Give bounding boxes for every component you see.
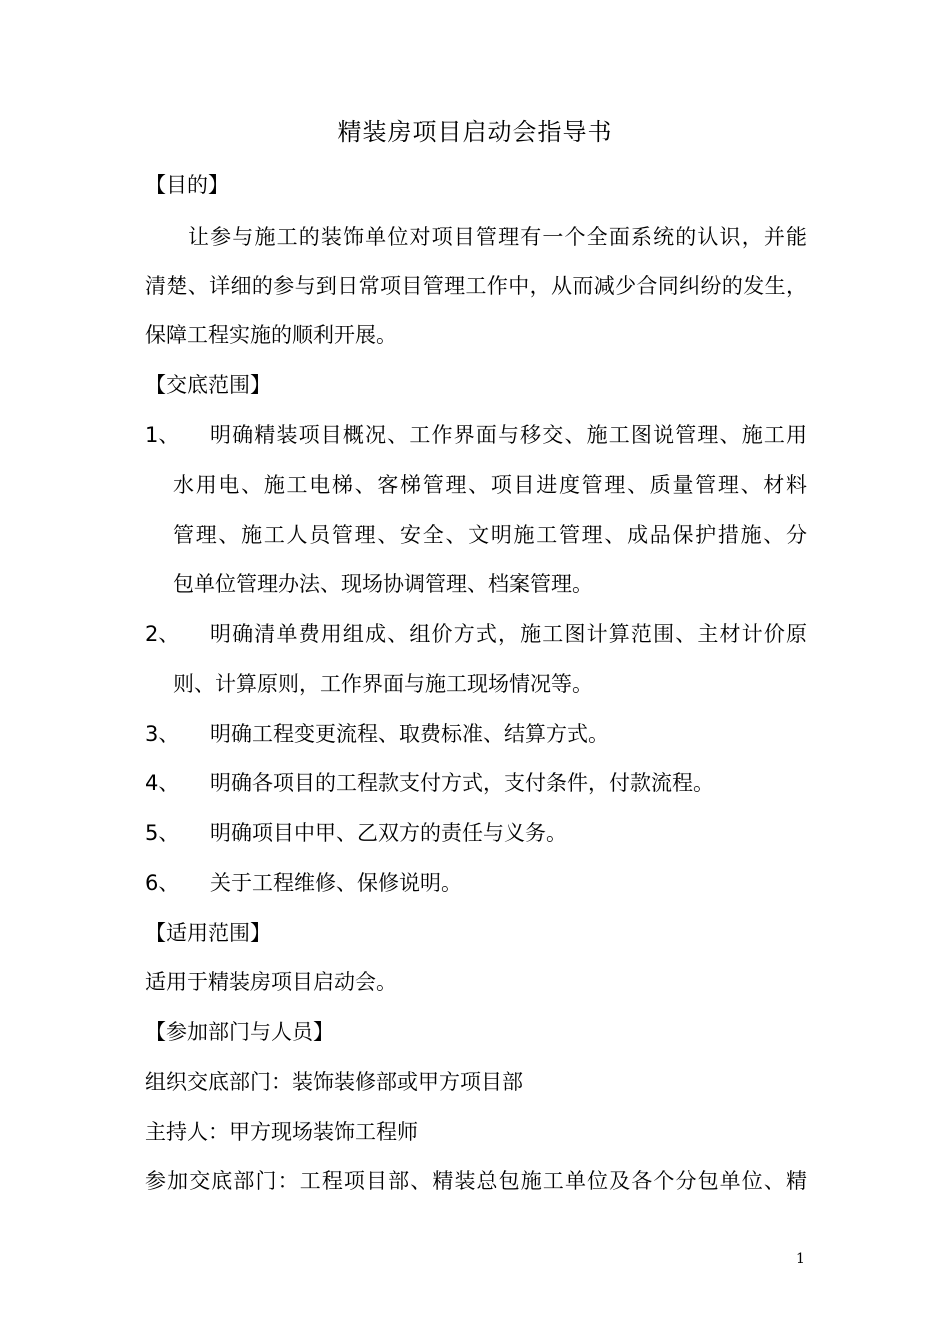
scope-item-text: 则、计算原则，工作界面与施工现场情况等。 (173, 672, 593, 696)
participants-line: 参加交底部门：工程项目部、精装总包施工单位及各个分包单位、精 (145, 1169, 807, 1193)
scope-item-text: 水用电、施工电梯、客梯管理、项目进度管理、质量管理、材料 (173, 473, 807, 497)
scope-item-text: 包单位管理办法、现场协调管理、档案管理。 (173, 572, 593, 596)
scope-item-number: 2、 (145, 622, 180, 646)
purpose-line-3: 保障工程实施的顺利开展。 (145, 323, 397, 347)
document-title: 精装房项目启动会指导书 (337, 118, 613, 146)
scope-item-text: 明确清单费用组成、组价方式，施工图计算范围、主材计价原 (210, 622, 807, 646)
participants-line: 主持人：甲方现场装饰工程师 (145, 1120, 418, 1144)
page-number: 1 (796, 1251, 805, 1267)
scope-item-number: 5、 (145, 821, 180, 845)
scope-item-text: 明确精装项目概况、工作界面与移交、施工图说管理、施工用 (210, 423, 807, 447)
applicable-text: 适用于精装房项目启动会。 (145, 970, 397, 994)
scope-item-text: 管理、施工人员管理、安全、文明施工管理、成品保护措施、分 (173, 523, 807, 547)
participants-line: 组织交底部门：装饰装修部或甲方项目部 (145, 1070, 523, 1094)
scope-item-number: 6、 (145, 871, 180, 895)
scope-item-text: 明确项目中甲、乙双方的责任与义务。 (210, 821, 567, 845)
scope-item-number: 1、 (145, 423, 180, 447)
applicable-heading: 【适用范围】 (145, 921, 271, 945)
purpose-line-1: 让参与施工的装饰单位对项目管理有一个全面系统的认识，并能 (188, 225, 807, 249)
participants-heading: 【参加部门与人员】 (145, 1020, 334, 1044)
scope-item-number: 4、 (145, 771, 180, 795)
scope-item-number: 3、 (145, 722, 180, 746)
scope-item-text: 明确工程变更流程、取费标准、结算方式。 (210, 722, 609, 746)
purpose-heading: 【目的】 (145, 173, 229, 197)
purpose-line-2: 清楚、详细的参与到日常项目管理工作中，从而减少合同纠纷的发生， (145, 274, 807, 298)
scope-heading: 【交底范围】 (145, 373, 271, 397)
scope-item-text: 关于工程维修、保修说明。 (210, 871, 462, 895)
scope-item-text: 明确各项目的工程款支付方式，支付条件，付款流程。 (210, 771, 714, 795)
